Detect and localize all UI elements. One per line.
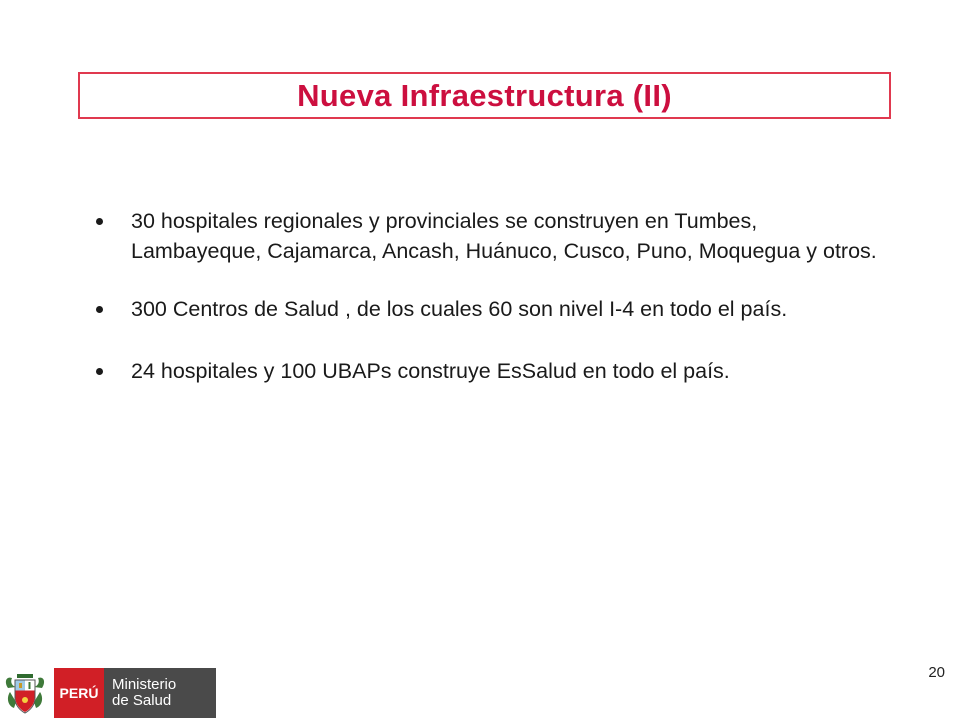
bullet-text: 300 Centros de Salud , de los cuales 60 son nivel I-4 en todo el país. — [131, 297, 788, 321]
title-box — [78, 72, 891, 119]
ministry-logo — [2, 668, 216, 718]
bullet-item-essalud — [92, 356, 892, 386]
bullet-text: 24 hospitales y 100 UBAPs construye EsSalud en todo el país. — [131, 359, 730, 383]
bullet-dot-icon — [96, 218, 103, 225]
bullet-item-hospitals — [92, 206, 892, 266]
peru-label-box — [54, 668, 104, 718]
coat-of-arms-icon — [2, 668, 48, 718]
page-title: Nueva Infraestructura (II) — [297, 77, 672, 113]
bullet-dot-icon — [96, 306, 103, 313]
bullet-item-health-centers — [92, 294, 892, 324]
ministry-name-box — [104, 668, 216, 718]
bullet-text: 30 hospitales regionales y provinciales se construyen en Tumbes, Lambayeque, Cajamarca, Ancash, Huánuco, Cusco, Puno, Moquegua y otros. — [131, 209, 877, 263]
country-label: PERÚ — [59, 685, 99, 701]
ministry-name-line2: de Salud — [112, 692, 172, 709]
bullet-list — [92, 206, 892, 386]
bullet-dot-icon — [96, 368, 103, 375]
ministry-name-line1: Ministerio — [112, 676, 177, 693]
page-number: 20 — [928, 664, 945, 681]
